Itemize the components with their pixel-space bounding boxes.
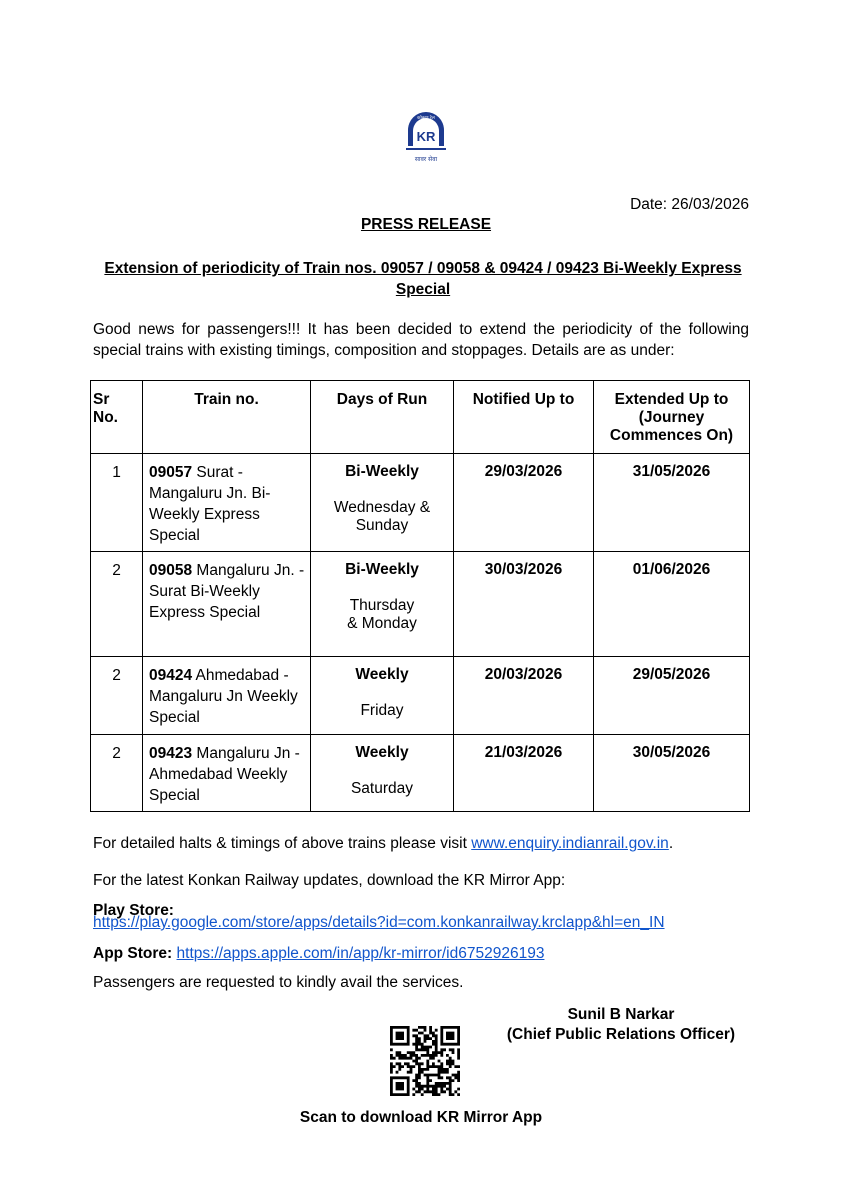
qr-modules (390, 1026, 460, 1096)
train-number: 09058 (149, 562, 193, 579)
train-schedule-table (90, 380, 750, 812)
train-number: 09057 (149, 464, 193, 481)
table-row (91, 735, 750, 812)
train-number: 09424 (149, 667, 193, 684)
days-cell (311, 454, 454, 552)
days-cell (311, 657, 454, 735)
subject-line: Extension of periodicity of Train nos. 09057 / 09058 & 09424 / 09423 Bi-Weekly Express Special (104, 260, 742, 298)
train-cell (143, 735, 311, 812)
run-days: Saturday (350, 780, 414, 797)
col-header-train: Train no. (143, 381, 311, 454)
table-row (91, 552, 750, 657)
train-name: Mangaluru Jn - Ahmedabad Weekly Special (149, 745, 300, 804)
signer-name: Sunil B Narkar (567, 1006, 675, 1023)
train-name: Mangaluru Jn. - Surat Bi-Weekly Express Special (149, 562, 305, 621)
play-store-label: Play Store: (93, 902, 174, 919)
train-name: Ahmedabad - Mangaluru Jn Weekly Special (149, 667, 298, 726)
run-days: Friday (360, 702, 404, 719)
col-header-notified: Notified Up to (454, 381, 594, 454)
extended-cell: 30/05/2026 (594, 735, 750, 812)
col-header-days: Days of Run (311, 381, 454, 454)
train-number: 09423 (149, 745, 193, 762)
frequency: Bi-Weekly (345, 463, 419, 480)
svg-text:सावर सेवा: सावर सेवा (414, 156, 438, 163)
app-store-line (93, 945, 544, 963)
train-cell (143, 454, 311, 552)
notified-cell: 20/03/2026 (454, 657, 594, 735)
signer-title: (Chief Public Relations Officer) (506, 1026, 736, 1043)
updates-text: For the latest Konkan Railway updates, download the KR Mirror App: (93, 872, 566, 889)
notified-cell: 21/03/2026 (454, 735, 594, 812)
enquiry-link[interactable]: www.enquiry.indianrail.gov.in (471, 835, 669, 852)
table-row (91, 657, 750, 735)
sr-cell: 1 (91, 454, 143, 552)
svg-text:KR: KR (416, 129, 436, 144)
closing-text: Passengers are requested to kindly avail the services. (93, 974, 464, 991)
extended-cell: 29/05/2026 (594, 657, 750, 735)
days-cell (311, 735, 454, 812)
train-cell (143, 657, 311, 735)
notified-cell: 29/03/2026 (454, 454, 594, 552)
train-name: Surat - Mangaluru Jn. Bi-Weekly Express Special (149, 464, 271, 544)
sr-cell: 2 (91, 552, 143, 657)
app-store-link[interactable]: https://apps.apple.com/in/app/kr-mirror/id6752926193 (176, 945, 545, 962)
extended-cell: 01/06/2026 (594, 552, 750, 657)
sr-cell: 2 (91, 735, 143, 812)
halts-text: For detailed halts & timings of above trains please visit (93, 835, 472, 852)
run-days: Thursday & Monday (347, 597, 417, 632)
app-store-label: App Store: (93, 945, 173, 962)
run-days: Wednesday & Sunday (333, 499, 431, 534)
halts-period: . (668, 835, 674, 852)
days-cell (311, 552, 454, 657)
train-cell (143, 552, 311, 657)
halts-info (93, 835, 673, 853)
konkan-railway-logo (402, 106, 450, 166)
press-release-title: PRESS RELEASE (360, 216, 492, 233)
qr-code[interactable] (390, 1026, 460, 1096)
frequency: Weekly (355, 666, 409, 683)
release-date: Date: 26/03/2026 (630, 196, 749, 213)
intro-paragraph: Good news for passengers!!! It has been decided to extend the periodicity of the following special trains with existing timings, composition and stoppages. Details are as under: (93, 321, 749, 359)
table-header-row (91, 381, 750, 454)
table-row (91, 454, 750, 552)
svg-text:कोकण रेल: कोकण रेल (417, 116, 435, 121)
col-header-sr: Sr No. (91, 381, 143, 454)
notified-cell: 30/03/2026 (454, 552, 594, 657)
col-header-extended: Extended Up to (Journey Commences On) (594, 381, 750, 454)
frequency: Weekly (355, 744, 409, 761)
play-store-link[interactable]: https://play.google.com/store/apps/details?id=com.konkanrailway.krclapp&hl=en_IN (93, 914, 665, 931)
extended-cell: 31/05/2026 (594, 454, 750, 552)
sr-cell: 2 (91, 657, 143, 735)
qr-caption: Scan to download KR Mirror App (299, 1109, 543, 1126)
frequency: Bi-Weekly (345, 561, 419, 578)
